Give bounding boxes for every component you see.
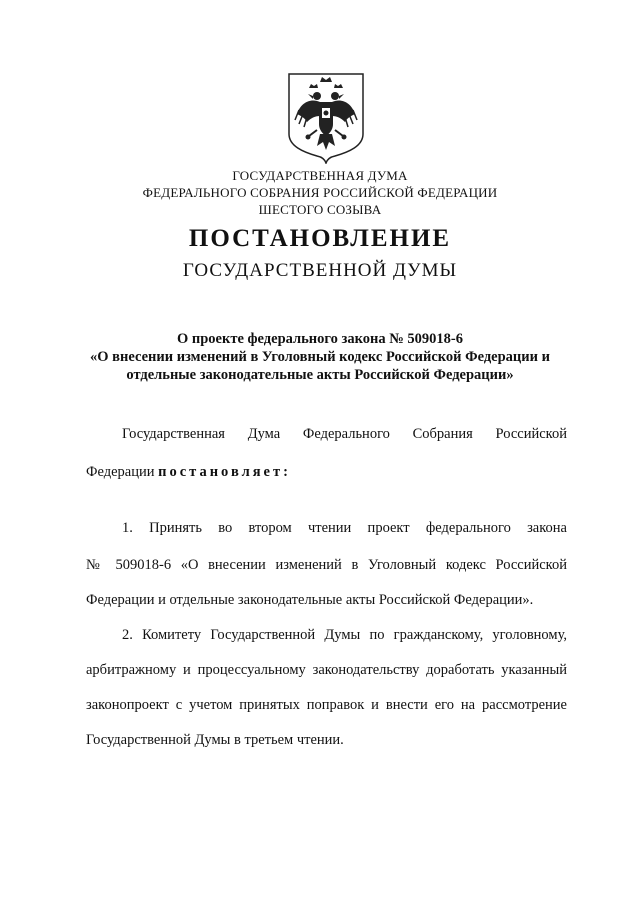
document-issuer-title: ГОСУДАРСТВЕННОЙ ДУМЫ (182, 260, 458, 281)
preamble-text: Федерации (86, 464, 159, 480)
document-type-title: ПОСТАНОВЛЕНИЕ (188, 225, 452, 252)
coat-of-arms-emblem (287, 72, 365, 164)
item2-line-1: 2. Комитету Государственной Думы по гражданскому, уголовному, (122, 627, 567, 643)
subject-line-3: отдельные законодательные акты Российской Федерации» (126, 367, 514, 383)
item1-line-3: Федерации и отдельные законодательные акты Российской Федерации». (86, 592, 534, 608)
preamble-line-1: Государственная Дума Федерального Собрания Российской (122, 426, 567, 442)
header-duma: ГОСУДАРСТВЕННАЯ ДУМА (232, 168, 408, 183)
item2-line-4: Государственной Думы в третьем чтении. (86, 732, 344, 748)
item2-line-2: арбитражному и процессуальному законодательству доработать указанный (86, 662, 567, 678)
preamble-line-2 (86, 464, 567, 481)
subject-line-1: О проекте федерального закона № 509018-6 (176, 331, 464, 347)
item1-line-1: 1. Принять во втором чтении проект федерального закона (122, 520, 567, 536)
header-assembly: ФЕДЕРАЛЬНОГО СОБРАНИЯ РОССИЙСКОЙ ФЕДЕРАЦИИ (142, 185, 498, 200)
resolves-word: постановляет: (158, 464, 291, 480)
subject-line-2: «О внесении изменений в Уголовный кодекс Российской Федерации и (90, 349, 550, 365)
item2-line-3: законопроект с учетом принятых поправок и внести его на рассмотрение (86, 697, 567, 713)
header-convocation: ШЕСТОГО СОЗЫВА (258, 202, 382, 217)
item1-line-2: № 509018-6 «О внесении изменений в Уголовный кодекс Российской (86, 557, 567, 573)
